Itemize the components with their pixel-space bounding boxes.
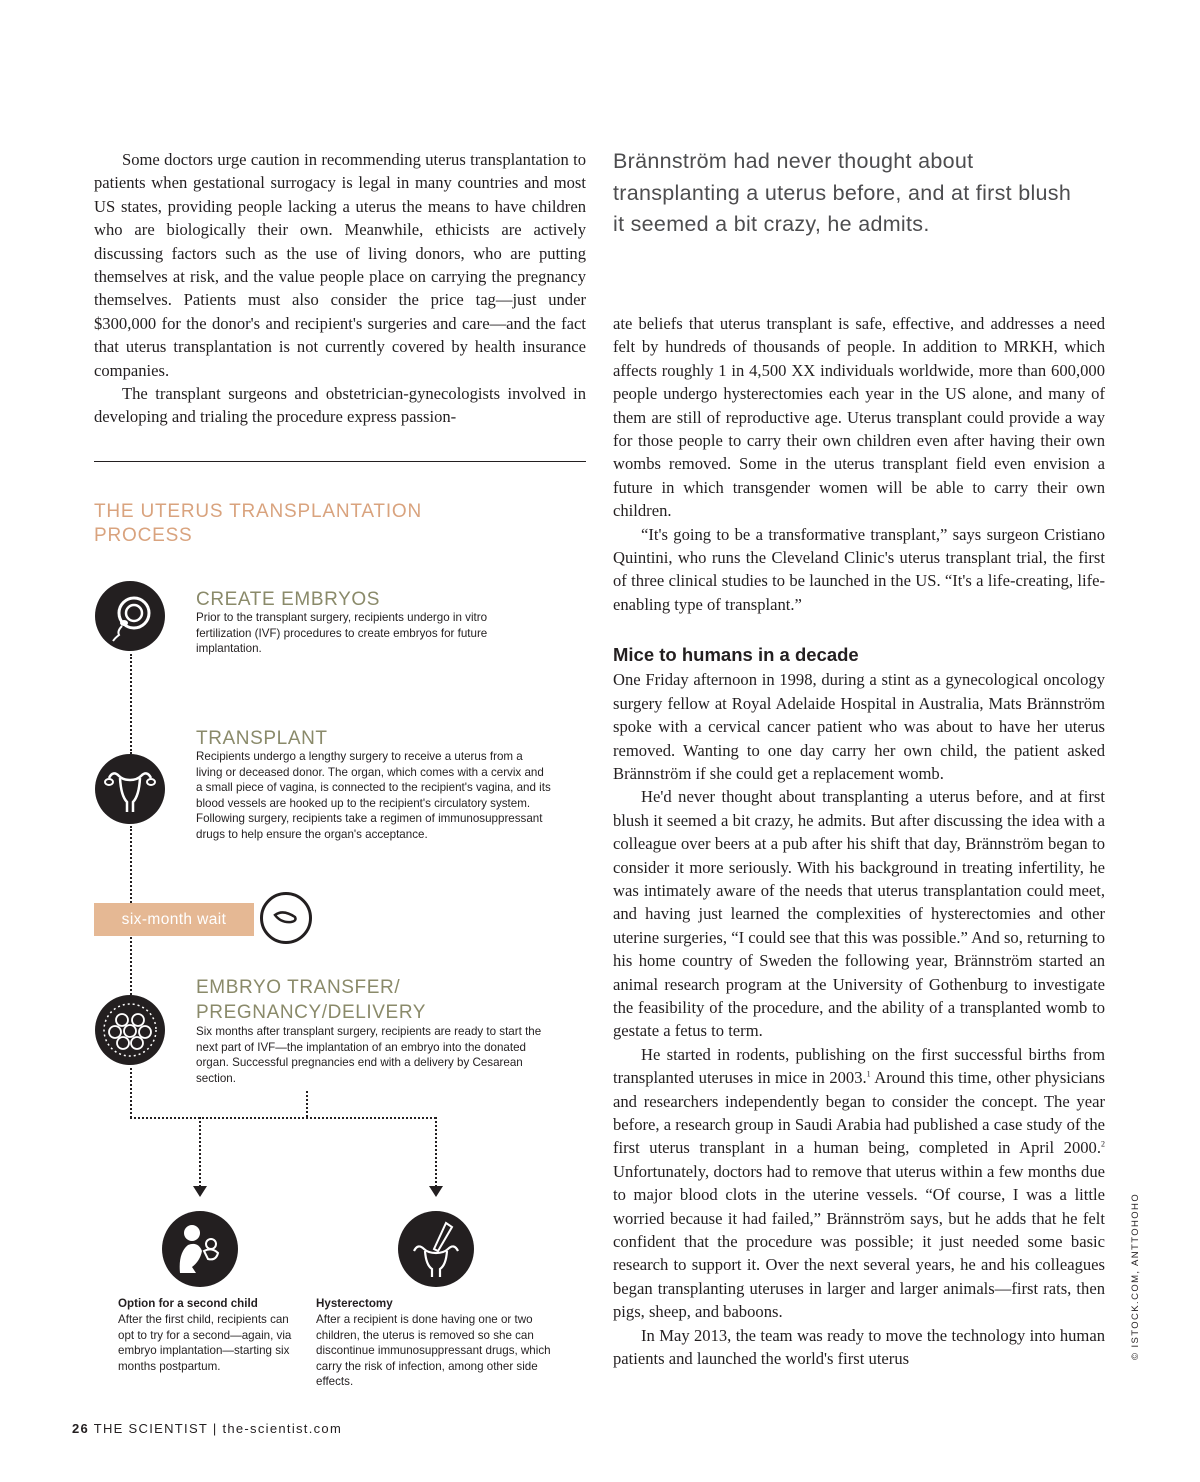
connector-line bbox=[130, 1117, 436, 1119]
body-text: Unfortunately, doctors had to remove that uterus within a few months due to major blood clots in the uterine vessels. “Of course, I was a little worried because it had failed,” Brännström says, but he adds that he felt confident that the procedure was possible; it just needed some basic research to support it. Over the next several years, he and his colleagues began transplanting uteruses in larger and larger animals—first rats, then pigs, sheep, and baboons. bbox=[613, 1161, 1105, 1322]
body-paragraph: He'd never thought about transplanting a uterus before, and at first blush it seemed a bit crazy, he admits. But after discussing the idea with a colleague over beers at a pub after his shift that day, Brännström began to consider it more seriously. With his background in treating infertility, he was intimately aware of the needs that uterus transplantation could meet, and having just learned the complexities of hysterectomies and other uterine surgeries, “I could see that this was possible.” And so, returning to his home country of Sweden the following year, Brännström started an animal research program at the University of Gothenburg to investigate the feasibility of the procedure, and the ability of a transplanted womb to gestate a fetus to term. bbox=[613, 787, 1105, 1041]
connector-line bbox=[306, 1091, 308, 1117]
mother-baby-icon bbox=[162, 1211, 238, 1287]
publication-name: THE SCIENTIST bbox=[93, 1421, 208, 1436]
option-title: Hysterectomy bbox=[316, 1297, 393, 1310]
connector-line bbox=[130, 1068, 132, 1118]
arrow-down-icon bbox=[193, 1186, 207, 1198]
sidebar-divider bbox=[94, 461, 586, 462]
step-description: Recipients undergo a lengthy surgery to receive a uterus from a living or deceased donor. The organ, which comes with a cervix and a small piece of vagina, is connected to the recipient's vagina, and its blood vessels are hooked up to the recipient's circulatory system. Following surgery, recipients take a regimen of immunosuppressant drugs to help ensure the organ's acceptance. bbox=[196, 750, 551, 841]
left-column bbox=[94, 148, 586, 429]
connector-line bbox=[130, 654, 132, 754]
body-text: Around this time, other physicians and researchers independently began to consider the concept. The year before, a research group in Saudi Arabia had published a case study of the first uterus transplant in a human being, completed in April 2000. bbox=[613, 1068, 1105, 1158]
body-paragraph bbox=[613, 1043, 1105, 1324]
body-paragraph: One Friday afternoon in 1998, during a stint as a gynecological oncology surgery fellow at Royal Adelaide Hospital in Australia, Mats Brännström spoke with a cervical cancer patient who was about to have her uterus removed. Wanting to one day carry her own child, the patient asked Brännström if she could get a replacement womb. bbox=[613, 670, 1105, 783]
reference-mark: 1 bbox=[866, 1069, 871, 1079]
pull-quote: Brännström had never thought about transplanting a uterus before, and at first blush it seemed a bit crazy, he admits. bbox=[613, 149, 1072, 236]
publication-url: the-scientist.com bbox=[222, 1421, 343, 1436]
arrow-down-icon bbox=[429, 1186, 443, 1198]
connector-line bbox=[435, 1117, 437, 1187]
step-description: Six months after transplant surgery, recipients are ready to start the next part of IVF—the implantation of an embryo into the donated organ. Successful pregnancies end with a delivery by Cesarean section. bbox=[196, 1025, 542, 1085]
body-paragraph: Some doctors urge caution in recommending uterus transplantation to patients when gestational surrogacy is legal in many countries and most US states, providing people lacking a uterus the means to have children who are biologically their own. Meanwhile, ethicists are actively discussing factors such as the use of living donors, who are putting themselves at risk, and the value people place on carrying the pregnancy themselves. Patients must also consider the price tag—just under $300,000 for the donor's and recipient's surgeries and care—and the fact that uterus transplantation is not currently covered by health insurance companies. bbox=[94, 150, 586, 380]
body-paragraph: In May 2013, the team was ready to move the technology into human patients and launched the world's first uterus bbox=[613, 1325, 1105, 1369]
step-title: CREATE EMBRYOS bbox=[196, 589, 381, 610]
body-paragraph: ate beliefs that uterus transplant is safe, effective, and addresses a need felt by hundreds of thousands of people. In addition to MRKH, which affects roughly 1 in 4,500 XX individuals worldwide, more than 600,000 people undergo hysterectomies each year in the US alone, and many of them are still of reproductive age. Uterus transplant could provide a way for those people to carry their own children even after having their own wombs removed. Some in the uterus transplant field even envision a future in which transgender women will be able to carry their own children. bbox=[613, 314, 1105, 521]
right-column bbox=[613, 312, 1105, 1370]
sidebar-title: THE UTERUS TRANSPLANTATION PROCESS bbox=[94, 501, 423, 546]
footer-separator: | bbox=[212, 1421, 218, 1436]
clock-icon bbox=[260, 892, 312, 944]
reference-mark: 2 bbox=[1101, 1139, 1105, 1149]
wait-label: six-month wait bbox=[94, 903, 254, 936]
step-title: TRANSPLANT bbox=[196, 728, 328, 749]
step-title: EMBRYO TRANSFER/ bbox=[196, 977, 401, 998]
body-paragraph: “It's going to be a transformative transplant,” says surgeon Cristiano Quintini, who runs the Cleveland Clinic's uterus transplant trial, the first of three clinical studies to be launched in the US. “It's a life-creating, life-enabling type of transplant.” bbox=[613, 524, 1105, 614]
option-title: Option for a second child bbox=[118, 1297, 258, 1310]
scalpel-uterus-icon bbox=[398, 1211, 474, 1287]
body-text: He started in rodents, publishing on the first successful births from transplanted uteruses in mice in 2003. bbox=[613, 1044, 1105, 1088]
uterus-icon bbox=[95, 754, 165, 824]
egg-sperm-icon bbox=[95, 581, 165, 651]
body-paragraph: The transplant surgeons and obstetrician-gynecologists involved in developing and trialing the procedure express passion- bbox=[94, 384, 586, 427]
embryo-cells-icon bbox=[95, 995, 165, 1065]
option-description: After a recipient is done having one or two children, the uterus is removed so she can discontinue immunosuppressant drugs, which carry the risk of infection, among other side effects. bbox=[316, 1313, 551, 1389]
step-title: PREGNANCY/DELIVERY bbox=[196, 1002, 427, 1023]
photo-credit: © ISTOCK.COM, ANTTOHOHO bbox=[1130, 1192, 1141, 1360]
option-description: After the first child, recipients can opt to try for a second—again, via embryo implantation—starting six months postpartum. bbox=[118, 1313, 292, 1373]
step-description: Prior to the transplant surgery, recipients undergo in vitro fertilization (IVF) procedures to create embryos for future implantation. bbox=[196, 611, 488, 656]
connector-line bbox=[199, 1117, 201, 1187]
section-subhead: Mice to humans in a decade bbox=[613, 644, 859, 666]
page-footer bbox=[72, 1421, 342, 1436]
page-number: 26 bbox=[72, 1421, 90, 1436]
